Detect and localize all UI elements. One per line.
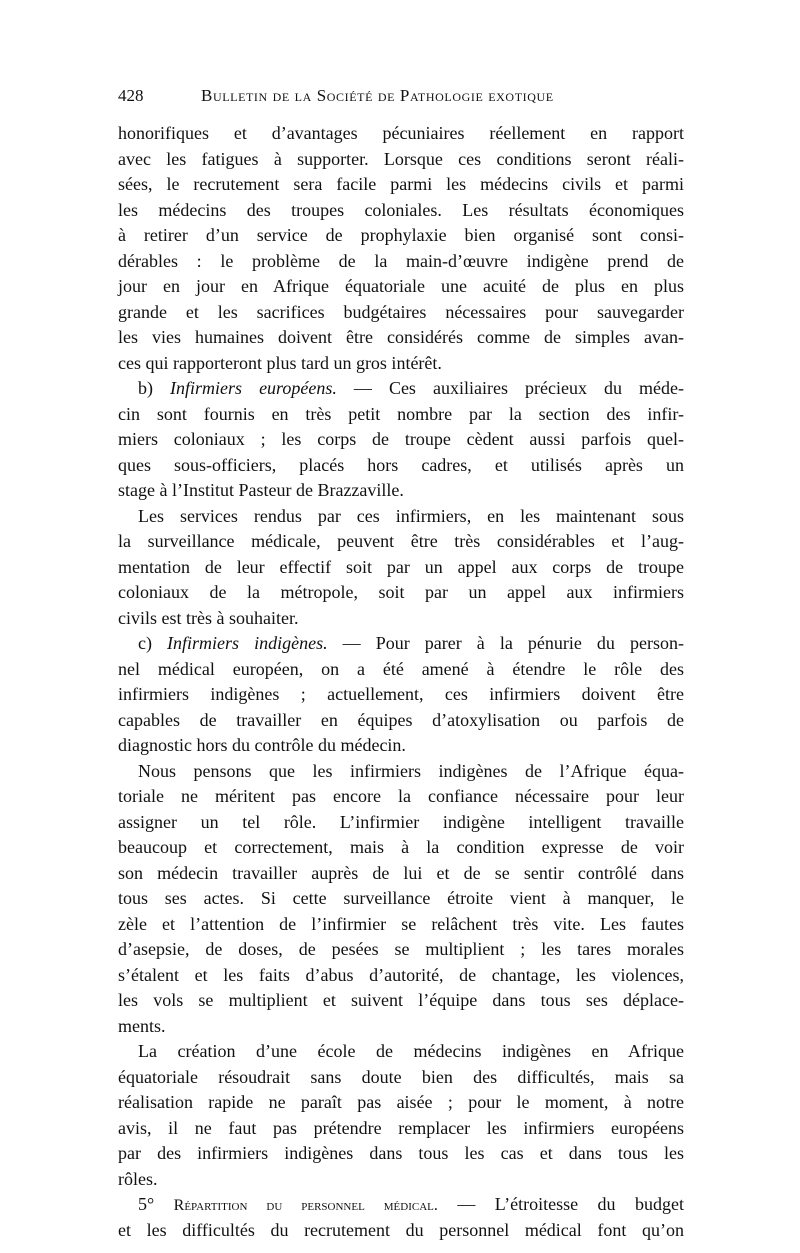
section-marker: c) (138, 633, 168, 653)
text-line: ces qui rapporteront plus tard un gros intérêt. (118, 352, 442, 373)
section-title: Infirmiers européens. (170, 378, 337, 398)
text-line: grande et les sacrifices budgétaires nécessaires pour sauvegarder (118, 301, 684, 322)
text-line: équatoriale résoudrait sans doute bien des difficultés, mais sa (118, 1066, 684, 1087)
text-line: par des infirmiers indigènes dans tous les cas et dans tous les (118, 1143, 684, 1163)
text-line: beaucoup et correctement, mais à la condition expresse de voir (118, 837, 684, 857)
text-line: les vols se multiplient et suivent l’équipe dans tous ses déplace- (118, 990, 684, 1010)
text-line: honorifiques et d’avantages pécuniaires réellement en rapport (118, 123, 684, 143)
text-line: réalisation rapide ne paraît pas aisée ; pour le moment, à notre (118, 1092, 684, 1112)
text-line: la surveillance médicale, peuvent être très considérables et l’aug- (118, 531, 684, 551)
text-line: zèle et l’attention de l’infirmier se relâchent très vite. Les fautes (118, 913, 684, 934)
page-header (118, 84, 684, 108)
text-line: nel médical européen, on a été amené à étendre le rôle des (118, 658, 684, 679)
text-line: mentation de leur effectif soit par un appel aux corps de troupe (118, 556, 684, 577)
text-line: tous ses actes. Si cette surveillance étroite vient à manquer, le (118, 888, 684, 908)
page-number: 428 (118, 86, 144, 105)
text-line: stage à l’Institut Pasteur de Brazzaville. (118, 480, 404, 500)
text-line: les médecins des troupes coloniales. Les résultats économiques (118, 199, 684, 220)
section-marker: 5° (138, 1194, 174, 1214)
text-line: ques sous-officiers, placés hors cadres, et utilisés après un (118, 454, 684, 475)
text-line: coloniaux de la métropole, soit par un appel aux infirmiers (118, 582, 684, 602)
text-line: Nous pensons que les infirmiers indigènes de l’Afrique équa- (138, 760, 684, 781)
text-line: La création d’une école de médecins indigènes en Afrique (138, 1041, 684, 1061)
text-line: miers coloniaux ; les corps de troupe cèdent aussi parfois quel- (118, 429, 684, 449)
text-line: rôles. (118, 1168, 158, 1189)
text-line: civils est très à souhaiter. (118, 607, 299, 628)
section-text: — L’étroitesse du budget (437, 1194, 684, 1214)
section-title: Infirmiers indigènes. (167, 633, 328, 653)
running-title: Bulletin de la Société de Pathologie exotique (201, 86, 554, 105)
text-line: cin sont fournis en très petit nombre par la section des infir- (118, 403, 684, 424)
text-line: toriale ne méritent pas encore la confiance nécessaire pour leur (118, 786, 684, 806)
text-line: sées, le recrutement sera facile parmi les médecins civils et parmi (118, 174, 684, 194)
text-line: Les services rendus par ces infirmiers, en les maintenant sous (138, 505, 684, 526)
text-line: son médecin travailler auprès de lui et de se sentir contrôlé dans (118, 862, 684, 883)
section-heading-line (118, 376, 684, 402)
text-line: et les difficultés du recrutement du personnel médical font qu’on (118, 1219, 684, 1240)
section-heading-line (118, 631, 684, 657)
section-heading-line (118, 1192, 684, 1218)
text-line: jour en jour en Afrique équatoriale une acuité de plus en plus (118, 276, 684, 296)
text-line: capables de travailler en équipes d’atoxylisation ou parfois de (118, 709, 684, 730)
text-line: avec les fatigues à supporter. Lorsque ces conditions seront réali- (118, 148, 684, 169)
text-line: les vies humaines doivent être considérés comme de simples avan- (118, 327, 684, 347)
text-line: diagnostic hors du contrôle du médecin. (118, 735, 406, 755)
body-text (118, 121, 684, 1243)
text-line: dérables : le problème de la main-d’œuvre indigène prend de (118, 250, 684, 271)
text-line: d’asepsie, de doses, de pesées se multiplient ; les tares morales (118, 939, 684, 959)
section-text: — Ces auxiliaires précieux du méde- (336, 378, 684, 398)
text-line: ments. (118, 1015, 166, 1036)
text-line: s’étalent et les faits d’abus d’autorité, de chantage, les violences, (118, 964, 684, 985)
text-line: assigner un tel rôle. L’infirmier indigène intelligent travaille (118, 811, 684, 832)
text-line: avis, il ne faut pas prétendre remplacer les infirmiers européens (118, 1117, 684, 1138)
section-text: — Pour parer à la pénurie du person- (327, 633, 684, 653)
section-marker: b) (138, 378, 171, 398)
section-title: Répartition du personnel médical. (173, 1197, 438, 1214)
text-line: infirmiers indigènes ; actuellement, ces infirmiers doivent être (118, 684, 684, 704)
text-line: à retirer d’un service de prophylaxie bien organisé sont consi- (118, 225, 684, 245)
